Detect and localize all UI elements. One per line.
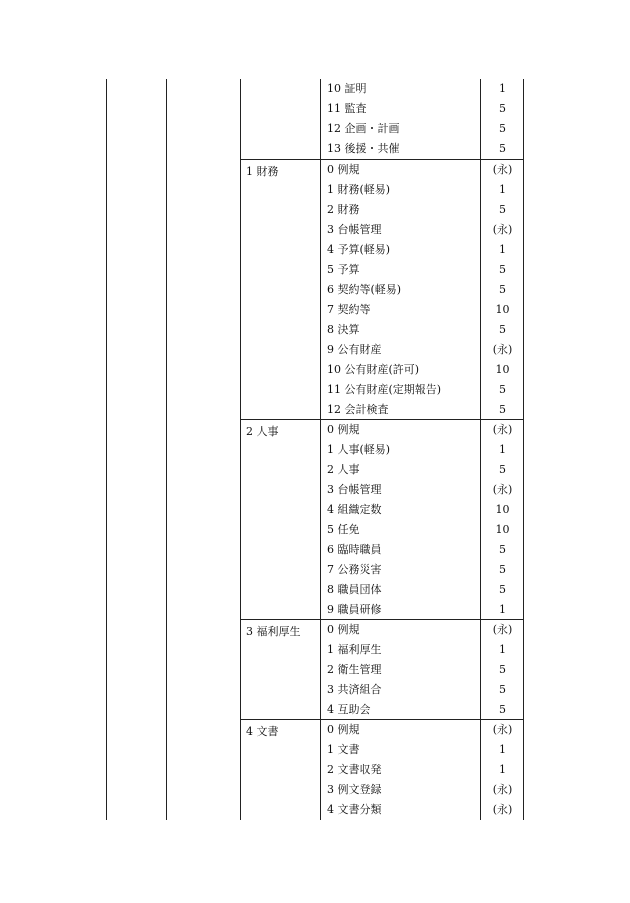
- table-row: [321, 340, 524, 360]
- item-label: 9 公有財産: [327, 343, 382, 356]
- retention-period: (永): [492, 423, 513, 436]
- retention-period: (永): [492, 623, 513, 636]
- table-row: [321, 580, 524, 600]
- table-row: [321, 400, 524, 420]
- retention-period: 10: [495, 503, 510, 516]
- table-row: [321, 640, 524, 660]
- retention-period: 10: [495, 363, 510, 376]
- column-rule-1: [106, 79, 107, 820]
- retention-period: 5: [499, 703, 506, 716]
- table-row: [321, 740, 524, 760]
- category-group: [240, 419, 524, 620]
- retention-period: 1: [499, 763, 506, 776]
- retention-period: 10: [495, 303, 510, 316]
- retention-period: 5: [499, 563, 506, 576]
- category-name: 3 福利厚生: [246, 625, 301, 638]
- item-label: 8 決算: [327, 323, 360, 336]
- item-label: 0 例規: [327, 163, 360, 176]
- retention-period: 1: [499, 243, 506, 256]
- retention-period: 5: [499, 683, 506, 696]
- table-row: [321, 780, 524, 800]
- item-label: 11 公有財産(定期報告): [327, 383, 442, 396]
- retention-period: 10: [495, 523, 510, 536]
- item-label: 1 福利厚生: [327, 643, 382, 656]
- retention-period: 5: [499, 102, 506, 115]
- table-row: [321, 300, 524, 320]
- retention-period: 5: [499, 383, 506, 396]
- table-row: [321, 240, 524, 260]
- item-label: 2 人事: [327, 463, 360, 476]
- item-label: 1 文書: [327, 743, 360, 756]
- item-label: 11 監査: [327, 102, 367, 115]
- retention-period: (永): [492, 343, 513, 356]
- table-row: [321, 700, 524, 720]
- retention-period: (永): [492, 783, 513, 796]
- table-row: [321, 180, 524, 200]
- item-label: 8 職員団体: [327, 583, 382, 596]
- item-label: 3 台帳管理: [327, 223, 382, 236]
- table-row: [321, 99, 524, 119]
- retention-period: (永): [492, 223, 513, 236]
- item-label: 3 台帳管理: [327, 483, 382, 496]
- table-row: [321, 260, 524, 280]
- category-group: [240, 159, 524, 420]
- item-label: 13 後援・共催: [327, 142, 400, 155]
- retention-period: 5: [499, 543, 506, 556]
- retention-period: 5: [499, 663, 506, 676]
- retention-period: 5: [499, 403, 506, 416]
- item-label: 7 公務災害: [327, 563, 382, 576]
- item-label: 4 互助会: [327, 703, 371, 716]
- category-name: 2 人事: [246, 425, 279, 438]
- table-row: [321, 620, 524, 640]
- category-group: [240, 719, 524, 820]
- retention-period: 1: [499, 643, 506, 656]
- retention-period: (永): [492, 723, 513, 736]
- retention-period: 1: [499, 82, 506, 95]
- retention-period: 5: [499, 122, 506, 135]
- retention-period: 1: [499, 183, 506, 196]
- table-row: [321, 119, 524, 139]
- item-label: 3 例文登録: [327, 783, 382, 796]
- retention-period: 5: [499, 283, 506, 296]
- table-row: [321, 360, 524, 380]
- item-label: 10 公有財産(許可): [327, 363, 420, 376]
- retention-period: (永): [492, 163, 513, 176]
- item-label: 6 臨時職員: [327, 543, 382, 556]
- table-row: [321, 560, 524, 580]
- table-row: [321, 480, 524, 500]
- item-label: 12 企画・計画: [327, 122, 400, 135]
- table-row: [321, 280, 524, 300]
- table-row: [321, 380, 524, 400]
- table-row: [321, 420, 524, 440]
- retention-period: (永): [492, 483, 513, 496]
- category-group: [240, 619, 524, 720]
- table-row: [321, 460, 524, 480]
- table-row: [321, 760, 524, 780]
- table-row: [321, 660, 524, 680]
- table-row: [321, 200, 524, 220]
- retention-period: 5: [499, 142, 506, 155]
- retention-period: 5: [499, 583, 506, 596]
- table-row: [321, 79, 524, 99]
- item-label: 5 任免: [327, 523, 360, 536]
- retention-period: 1: [499, 743, 506, 756]
- item-label: 2 文書収発: [327, 763, 382, 776]
- item-label: 4 予算(軽易): [327, 243, 391, 256]
- retention-period: 5: [499, 203, 506, 216]
- category-name: 1 財務: [246, 165, 279, 178]
- table-row: [321, 520, 524, 540]
- item-label: 0 例規: [327, 723, 360, 736]
- table-row: [321, 720, 524, 740]
- item-label: 4 文書分類: [327, 803, 382, 816]
- retention-period: 1: [499, 443, 506, 456]
- table-row: [321, 160, 524, 180]
- item-label: 4 組織定数: [327, 503, 382, 516]
- retention-period: (永): [492, 803, 513, 816]
- item-label: 2 財務: [327, 203, 360, 216]
- table-row: [321, 680, 524, 700]
- category-group: [240, 79, 524, 159]
- retention-period: 5: [499, 263, 506, 276]
- table-row: [321, 500, 524, 520]
- item-label: 7 契約等: [327, 303, 371, 316]
- table-row: [321, 139, 524, 159]
- item-label: 3 共済組合: [327, 683, 382, 696]
- retention-period: 1: [499, 603, 506, 616]
- retention-period: 5: [499, 463, 506, 476]
- item-label: 9 職員研修: [327, 603, 382, 616]
- table-row: [321, 440, 524, 460]
- item-label: 10 証明: [327, 82, 367, 95]
- column-rule-2: [166, 79, 167, 820]
- item-label: 5 予算: [327, 263, 360, 276]
- item-label: 12 会計検査: [327, 403, 389, 416]
- item-label: 6 契約等(軽易): [327, 283, 402, 296]
- item-label: 0 例規: [327, 423, 360, 436]
- item-label: 0 例規: [327, 623, 360, 636]
- table-row: [321, 600, 524, 620]
- table-row: [321, 800, 524, 820]
- table-row: [321, 220, 524, 240]
- table-row: [321, 540, 524, 560]
- table-row: [321, 320, 524, 340]
- item-label: 1 人事(軽易): [327, 443, 391, 456]
- item-label: 2 衛生管理: [327, 663, 382, 676]
- retention-period: 5: [499, 323, 506, 336]
- category-name: 4 文書: [246, 725, 279, 738]
- item-label: 1 財務(軽易): [327, 183, 391, 196]
